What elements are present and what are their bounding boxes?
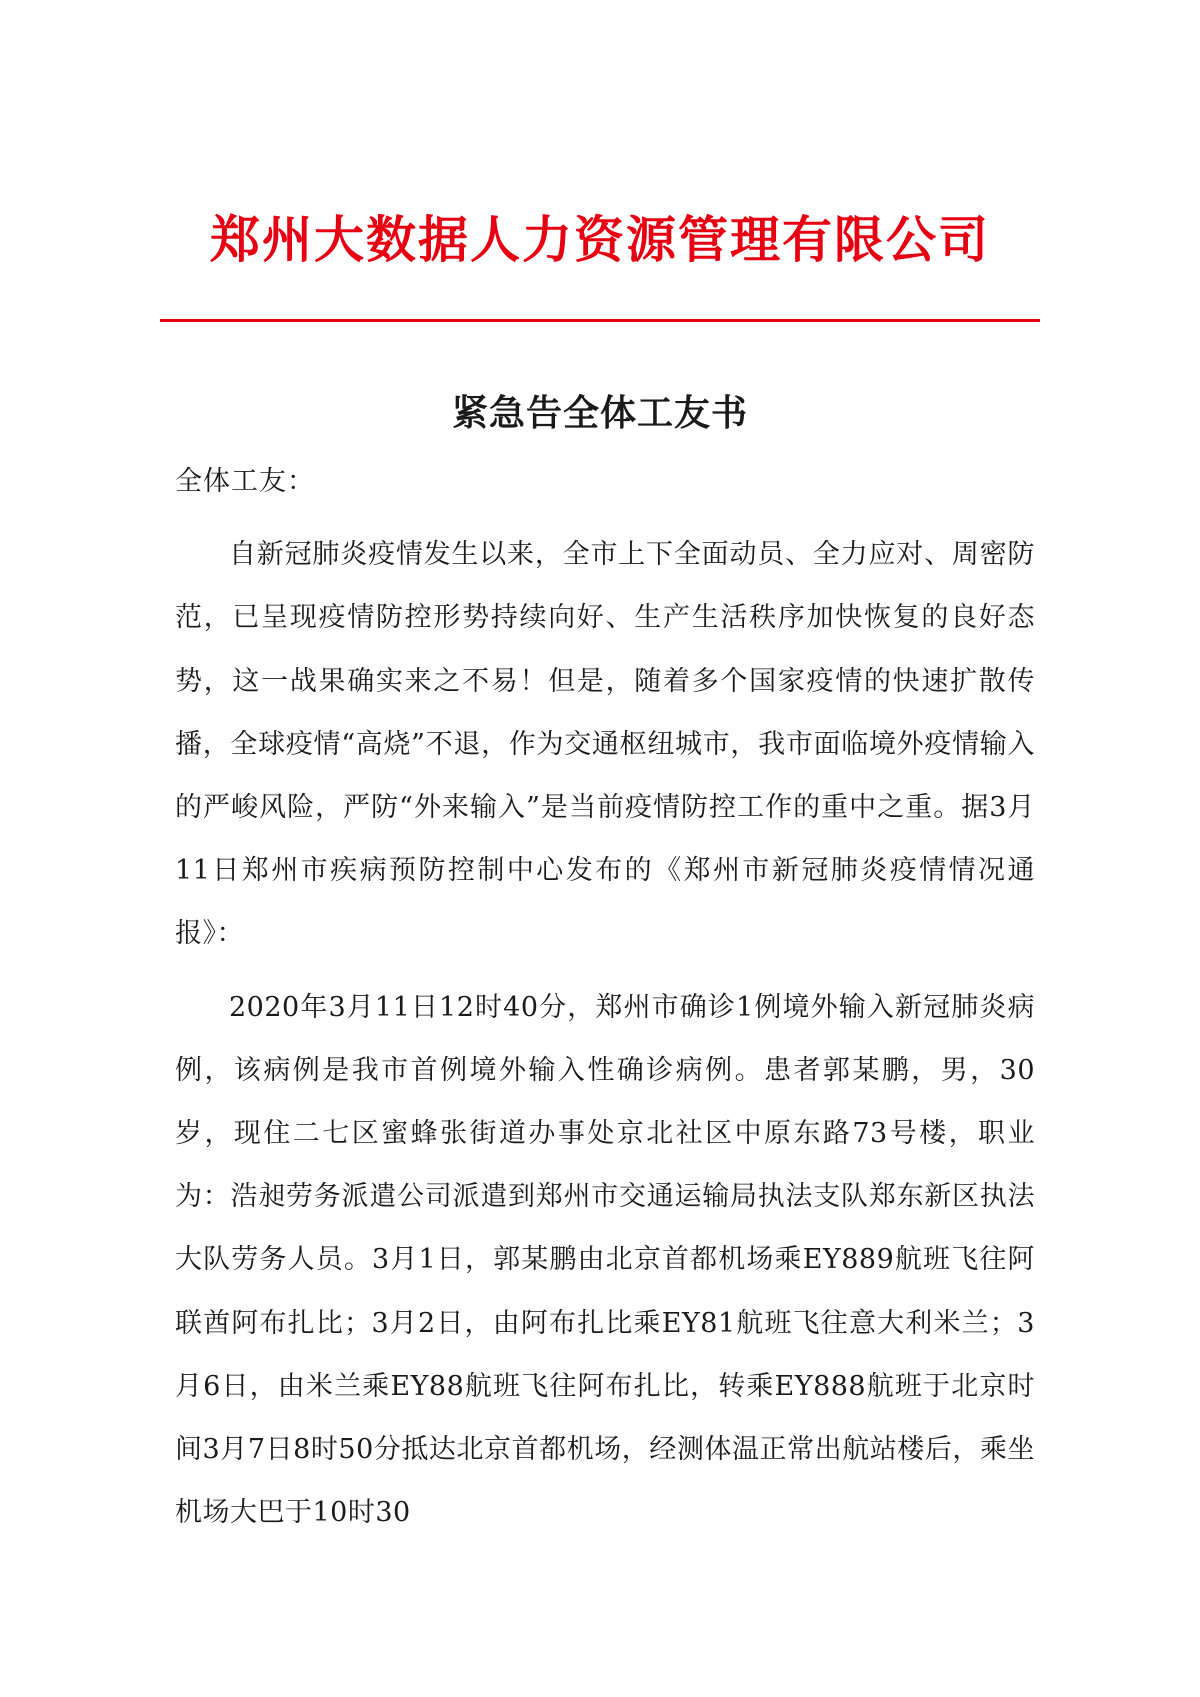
salutation: 全体工友： [175,466,315,497]
document-body [175,450,1035,1554]
body-paragraph: 2020年3月11日12时40分，郑州市确诊1例境外输入新冠肺炎病例，该病例是我市首例境外输入性确诊病例。患者郭某鹏，男，30岁，现住二七区蜜蜂张街道办事处京北社区中原东路73号楼，职业为：浩昶劳务派遣公司派遣到郑州市交通运输局执法支队郑东新区执法大队劳务人员。3月1日，郭某鹏由北京首都机场乘EY889航班飞往阿联酋阿布扎比；3月2日，由阿布扎比乘EY81航班飞往意大利米兰；3月6日，由米兰乘EY88航班飞往阿布扎比，转乘EY888航班于北京时间3月7日8时50分抵达北京首都机场，经测体温正常出航站楼后，乘坐机场大巴于10时30 [175,991,1035,1529]
organization-letterhead: 郑州大数据人力资源管理有限公司 [210,210,990,269]
document-title: 紧急告全体工友书 [451,392,748,434]
letterhead-divider [160,319,1040,322]
body-paragraph: 自新冠肺炎疫情发生以来，全市上下全面动员、全力应对、周密防范，已呈现疫情防控形势持续向好、生产生活秩序加快恢复的良好态势，这一战果确实来之不易！但是，随着多个国家疫情的快速扩散传播，全球疫情“高烧”不退，作为交通枢纽城市，我市面临境外疫情输入的严峻风险，严防“外来输入”是当前疫情防控工作的重中之重。据3月11日郑州市疾病预防控制中心发布的《郑州市新冠肺炎疫情情况通报》： [175,539,1035,950]
